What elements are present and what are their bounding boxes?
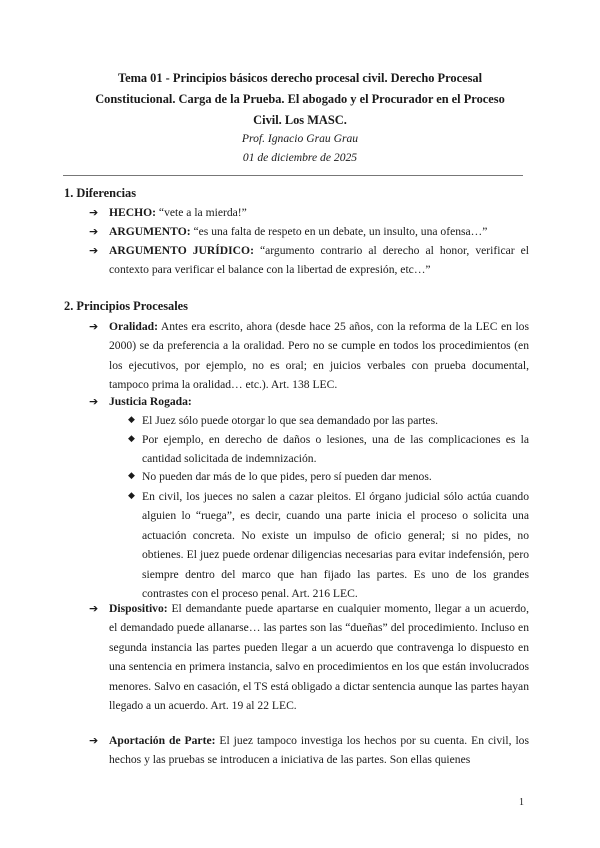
title-line: Civil. Los MASC. bbox=[253, 113, 347, 127]
sub-list-item bbox=[124, 430, 529, 469]
list-item bbox=[89, 203, 529, 222]
item-label: Justicia Rogada: bbox=[109, 395, 192, 408]
arrow-bullet-icon: ➔ bbox=[89, 734, 99, 747]
item-text: El demandante puede apartarse en cualquier momento, llegar a un acuerdo, el demandado puede allanarse… las partes son las “dueñas” del procedimiento. Incluso en segunda instancia las partes pueden llegar a un acuerdo que contravenga lo dispuesto en una sentencia en primera instancia, salvo en procedimientos en los que están involucrados menores. Salvo en casación, el TS está obligado a dictar sentencia aunque las partes hayan llegado a un acuerdo. Art. 19 al 22 LEC. bbox=[109, 602, 529, 713]
item-label: ARGUMENTO: bbox=[109, 225, 191, 238]
item-text: El juez tampoco investiga los hechos por su cuenta. En civil, los hechos y las pruebas se introducen a iniciativa de las partes. Son ellas quienes bbox=[109, 734, 529, 767]
section-heading: 2. Principios Procesales bbox=[64, 299, 189, 313]
section-heading: 1. Diferencias bbox=[64, 186, 137, 200]
item-text: “argumento contrario al derecho al honor, verificar el contexto para verificar el balance con la libertad de expresión, etc…” bbox=[109, 244, 529, 277]
list-item bbox=[89, 222, 529, 241]
diamond-bullet-icon: ◆ bbox=[128, 415, 135, 425]
diamond-bullet-icon: ◆ bbox=[128, 434, 135, 444]
item-label: Aportación de Parte: bbox=[109, 734, 216, 747]
diamond-bullet-icon: ◆ bbox=[128, 471, 135, 481]
diamond-bullet-icon: ◆ bbox=[128, 491, 135, 501]
arrow-bullet-icon: ➔ bbox=[89, 320, 99, 333]
list-item bbox=[89, 731, 529, 770]
title-line: Tema 01 - Principios básicos derecho procesal civil. Derecho Procesal bbox=[117, 71, 483, 85]
arrow-bullet-icon: ➔ bbox=[89, 395, 99, 408]
arrow-bullet-icon: ➔ bbox=[89, 244, 99, 257]
header-divider bbox=[63, 175, 523, 176]
sub-item-text: Por ejemplo, en derecho de daños o lesiones, una de las complicaciones es la cantidad solicitada de indemnización. bbox=[142, 433, 529, 466]
item-label: Dispositivo: bbox=[109, 602, 168, 615]
list-item bbox=[89, 392, 529, 411]
arrow-bullet-icon: ➔ bbox=[89, 225, 99, 238]
item-label: Oralidad: bbox=[109, 320, 158, 333]
sub-list-item bbox=[124, 467, 529, 486]
item-text: Antes era escrito, ahora (desde hace 25 años, con la reforma de la LEC en los 2000) se da preferencia a la oralidad. Pero no se cumple en todos los procedimientos (en los ejecutivos, por ejemplo, no es oral; en juicios verbales con prueba documental, tampoco prima la oralidad… etc.). Art. 138 LEC. bbox=[109, 320, 529, 392]
list-item bbox=[89, 241, 529, 280]
arrow-bullet-icon: ➔ bbox=[89, 206, 99, 219]
list-item bbox=[89, 317, 529, 395]
arrow-bullet-icon: ➔ bbox=[89, 602, 99, 615]
item-label: HECHO: bbox=[109, 206, 157, 219]
document-title bbox=[60, 68, 540, 131]
page-number: 1 bbox=[519, 797, 524, 808]
list-item bbox=[89, 599, 529, 715]
item-text: “es una falta de respeto en un debate, un insulto, una ofensa…” bbox=[190, 225, 488, 238]
sub-item-text: El Juez sólo puede otorgar lo que sea demandado por las partes. bbox=[142, 414, 438, 427]
item-text: “vete a la mierda!” bbox=[156, 206, 247, 219]
sub-list-item bbox=[124, 411, 529, 430]
professor-name: Prof. Ignacio Grau Grau bbox=[241, 132, 359, 145]
sub-item-text: No pueden dar más de lo que pides, pero sí pueden dar menos. bbox=[142, 470, 432, 483]
sub-item-text: En civil, los jueces no salen a cazar pleitos. El órgano judicial sólo actúa cuando alguien lo “ruega”, es decir, cuando una parte inicia el proceso o solicita una actuación concreta. No existe un impulso de oficio general; si no pides, no obtienes. El juez puede ordenar diligencias necesarias para evitar indefensión, pero siempre dentro del marco que han fijado las partes. Es uno de los grandes contrastes con el proceso penal. Art. 216 LEC. bbox=[142, 490, 529, 601]
title-line: Constitucional. Carga de la Prueba. El abogado y el Procurador en el Proceso bbox=[95, 92, 505, 106]
sub-list-item bbox=[124, 487, 529, 603]
item-label: ARGUMENTO JURÍDICO: bbox=[109, 244, 254, 257]
document-date: 01 de diciembre de 2025 bbox=[242, 151, 358, 164]
